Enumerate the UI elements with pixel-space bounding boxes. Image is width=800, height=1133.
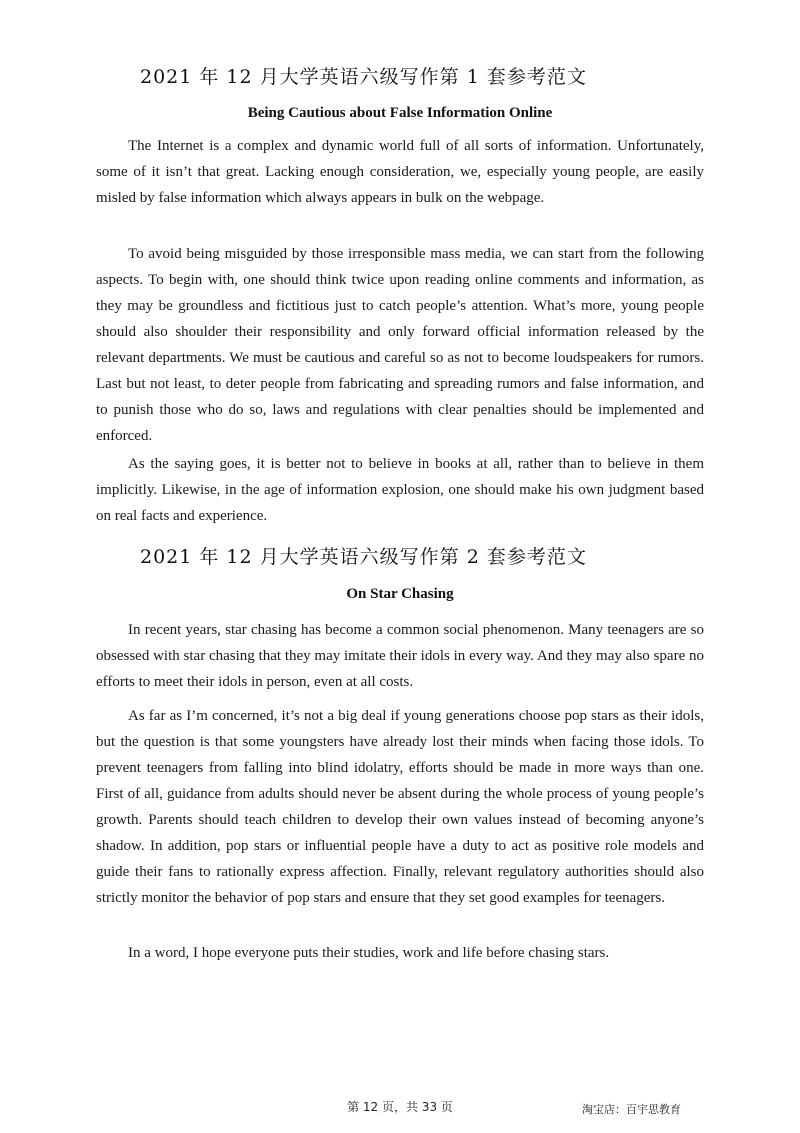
essay-2-title: On Star Chasing [346, 586, 454, 602]
essay-2-paragraph-2: As far as I’m concerned, it’s not a big deal if young generations choose pop stars as their idols, but the question is that some youngsters have already lost their minds when facing those idols. To prevent teenagers from falling into blind idolatry, efforts should be made in more ways than one. First of all, guidance from adults should never be absent during the whole process of young people’s growth. Parents should teach children to develop their own values instead of becoming anyone’s shadow. In addition, pop stars or influential people have a duty to act as positive role models and guide their fans to rationally express affection. Finally, relevant regulatory authorities should also strictly monitor the behavior of pop stars and ensure that they set good examples for teenagers. [96, 708, 704, 906]
essay-2-heading: 2021 年 12 月大学英语六级写作第 2 套参考范文 [140, 546, 587, 568]
essay-1-paragraph-3: As the saying goes, it is better not to believe in books at all, rather than to believe in them implicitly. Likewise, in the age of information explosion, one should make his own judgment based on real facts and experience. [96, 456, 704, 524]
essay-2-paragraph-1: In recent years, star chasing has become a common social phenomenon. Many teenagers are so obsessed with star chasing that they may imitate their idols in every way. And they may also spare no efforts to meet their idols in person, even at all costs. [96, 622, 704, 690]
essay-1-title: Being Cautious about False Information Online [247, 105, 553, 121]
page-number: 第 12 页，共 33 页 [347, 1100, 453, 1114]
essay-1-paragraph-1: The Internet is a complex and dynamic world full of all sorts of information. Unfortunately, some of it isn’t that great. Lacking enough consideration, we, especially young people, are easily misled by false information which always appears in bulk on the webpage. [96, 138, 704, 206]
essay-1-paragraph-2: To avoid being misguided by those irresponsible mass media, we can start from the following aspects. To begin with, one should think twice upon reading online comments and information, as they may be groundless and fictitious just to catch people’s attention. What’s more, young people should also shoulder their responsibility and only forward official information released by the relevant departments. We must be cautious and careful so as not to become loudspeakers for rumors. Last but not least, to deter people from fabricating and spreading rumors and false information, and to punish those who do so, laws and regulations with clear penalties should be implemented and enforced. [96, 246, 704, 444]
essay-2-paragraph-3: In a word, I hope everyone puts their studies, work and life before chasing stars. [128, 945, 610, 961]
shop-label: 淘宝店：百宇思教育 [582, 1103, 681, 1116]
essay-1-heading: 2021 年 12 月大学英语六级写作第 1 套参考范文 [140, 66, 587, 88]
